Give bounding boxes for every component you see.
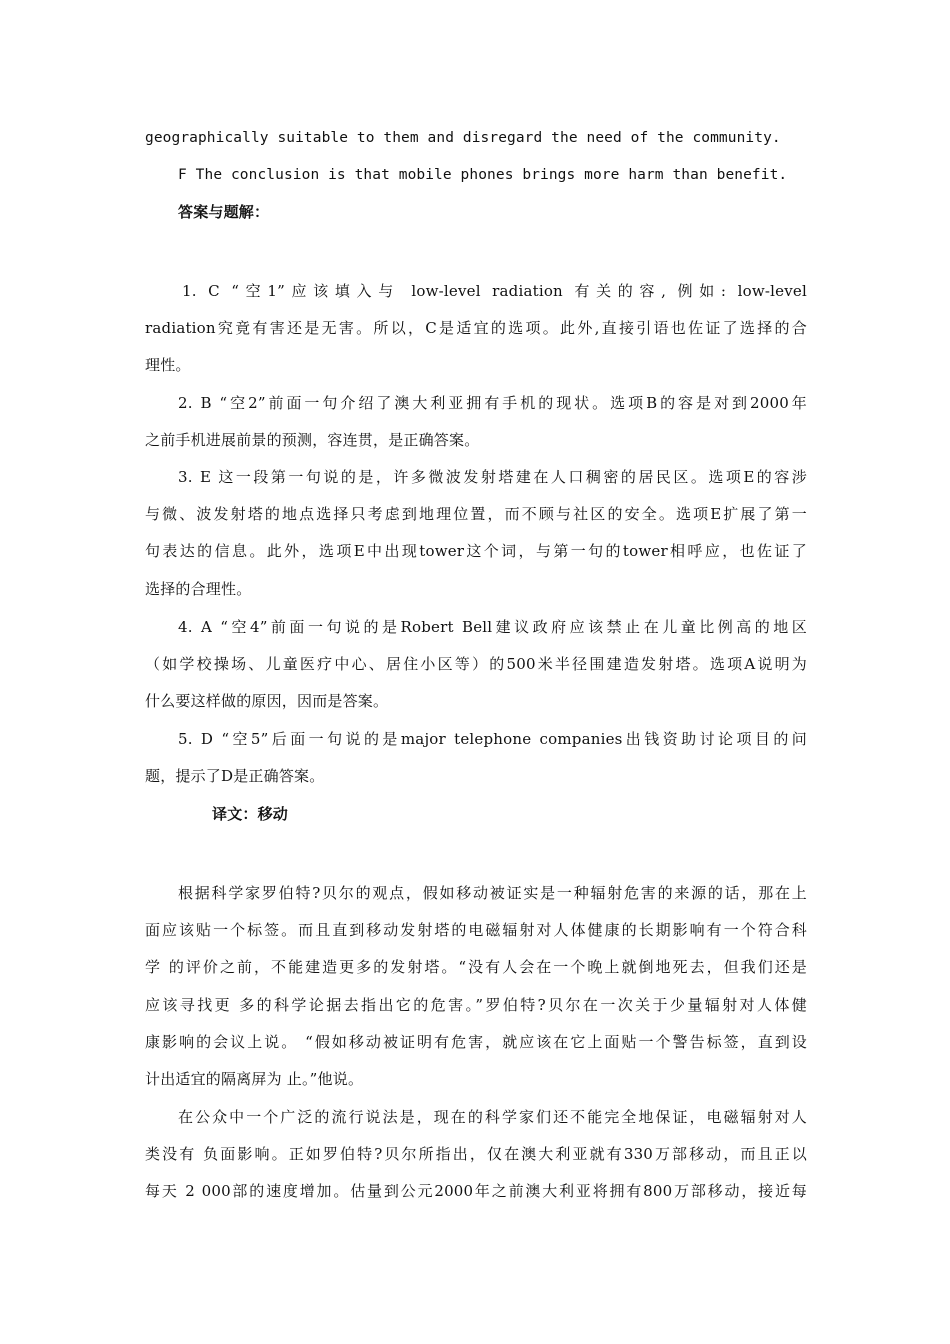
answer-2-line-1: 2. B “空2”前面一句介绍了澳大利亚拥有手机的现状。选项B的容是对到2000年 [178, 394, 807, 412]
english-option-f: F The conclusion is that mobile phones brings more harm than benefit. [178, 167, 788, 183]
answers-heading: 答案与题解： [178, 203, 270, 221]
answer-3-line-3: 句表达的信息。此外，选项E中出现tower这个词，与第一句的tower相呼应，也佐证了 [145, 542, 807, 560]
answer-4-line-2: （如学校操场、儿童医疗中心、居住小区等）的500米半径围建造发射塔。选项A说明为 [145, 655, 807, 673]
answer-5-line-1: 5. D “空5”后面一句说的是major telephone companies出钱资助讨论项目的问 [178, 730, 807, 748]
translation-p1-line-2: 面应该贴一个标签。而且直到移动发射塔的电磁辐射对人体健康的长期影响有一个符合科 [145, 921, 807, 939]
english-option-e-continued: geographically suitable to them and disregard the need of the community. [145, 130, 781, 146]
translation-p2-line-3: 每天 2 000部的速度增加。估量到公元2000年之前澳大利亚将拥有800万部移动，接近每 [145, 1182, 807, 1200]
translation-p1-line-6: 计出适宜的隔离屏为 止。”他说。 [145, 1070, 364, 1088]
answer-1-line-2: radiation究竟有害还是无害。所以，C是适宜的选项。此外,直接引语也佐证了选择的合 [145, 319, 807, 337]
translation-heading: 译文：移动 [212, 805, 289, 823]
answer-3-line-1: 3. E 这一段第一句说的是，许多微波发射塔建在人口稠密的居民区。选项E的容涉 [178, 468, 807, 486]
answer-1-line-3: 理性。 [145, 356, 191, 374]
translation-p1-line-5: 康影响的会议上说。 “假如移动被证明有危害，就应该在它上面贴一个警告标签，直到设 [145, 1033, 807, 1051]
translation-p2-line-1: 在公众中一个广泛的流行说法是，现在的科学家们还不能完全地保证，电磁辐射对人 [178, 1108, 807, 1126]
translation-p1-line-3: 学 的评价之前，不能建造更多的发射塔。“没有人会在一个晚上就倒地死去，但我们还是 [145, 958, 807, 976]
translation-p1-line-1: 根据科学家罗伯特?贝尔的观点，假如移动被证实是一种辐射危害的来源的话，那在上 [178, 884, 807, 902]
answer-3-line-2: 与微、波发射塔的地点选择只考虑到地理位置，而不顾与社区的安全。选项E扩展了第一 [145, 505, 807, 523]
answer-2-line-2: 之前手机进展前景的预测，容连贯，是正确答案。 [145, 431, 480, 449]
answer-4-line-1: 4. A “空4”前面一句说的是Robert Bell建议政府应该禁止在儿童比例高的地区 [178, 618, 807, 636]
translation-p2-line-2: 类没有 负面影响。正如罗伯特?贝尔所指出，仅在澳大利亚就有330万部移动，而且正以 [145, 1145, 807, 1163]
answer-1-line-1: 1. C “空1”应该填入与 low-level radiation 有关的容, 例如: low-level [182, 282, 807, 300]
answer-5-line-2: 题，提示了D是正确答案。 [145, 767, 325, 785]
translation-p1-line-4: 应该寻找更 多的科学论据去指出它的危害。”罗伯特?贝尔在一次关于少量辐射对人体健 [145, 996, 807, 1014]
answer-4-line-3: 什么要这样做的原因，因而是答案。 [145, 692, 389, 710]
answer-3-line-4: 选择的合理性。 [145, 580, 252, 598]
